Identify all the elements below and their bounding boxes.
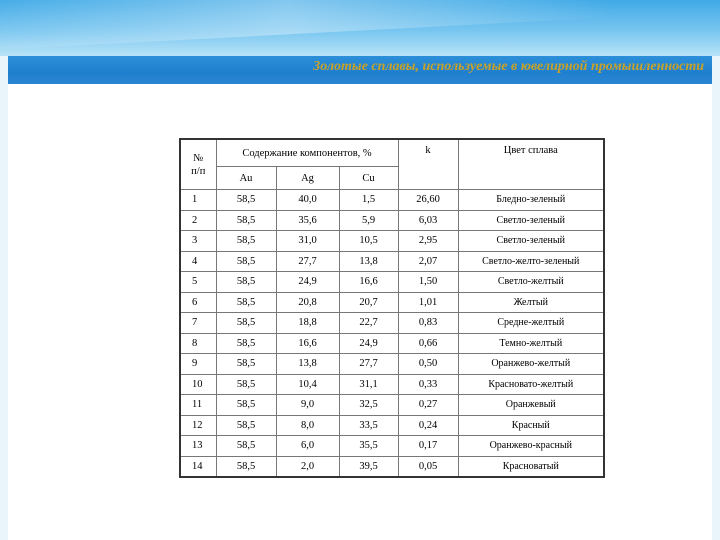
k-value: 0,50 bbox=[398, 354, 458, 375]
header-content: Содержание компонентов, % bbox=[216, 139, 398, 167]
header-number-symbol: № bbox=[193, 152, 204, 164]
table-row bbox=[180, 395, 604, 416]
table-row bbox=[180, 456, 604, 477]
header-shine bbox=[0, 0, 720, 51]
table-row bbox=[180, 333, 604, 354]
alloy-color: Светло-зеленый bbox=[458, 231, 604, 252]
table-row bbox=[180, 374, 604, 395]
header-au: Au bbox=[216, 167, 276, 190]
cu-value: 27,7 bbox=[339, 354, 398, 375]
cu-value: 33,5 bbox=[339, 415, 398, 436]
k-value: 0,33 bbox=[398, 374, 458, 395]
row-number: 8 bbox=[180, 333, 216, 354]
au-value: 58,5 bbox=[216, 415, 276, 436]
title-bar bbox=[8, 56, 712, 85]
ag-value: 9,0 bbox=[276, 395, 339, 416]
k-value: 2,07 bbox=[398, 251, 458, 272]
k-value: 0,05 bbox=[398, 456, 458, 477]
row-number: 5 bbox=[180, 272, 216, 293]
ag-value: 40,0 bbox=[276, 190, 339, 211]
ag-value: 27,7 bbox=[276, 251, 339, 272]
k-value: 0,27 bbox=[398, 395, 458, 416]
cu-value: 31,1 bbox=[339, 374, 398, 395]
table-row bbox=[180, 231, 604, 252]
row-number: 3 bbox=[180, 231, 216, 252]
table-row bbox=[180, 272, 604, 293]
table-row bbox=[180, 354, 604, 375]
alloy-color: Красноватый bbox=[458, 456, 604, 477]
alloy-color: Оранжевый bbox=[458, 395, 604, 416]
header-ag: Ag bbox=[276, 167, 339, 190]
au-value: 58,5 bbox=[216, 272, 276, 293]
au-value: 58,5 bbox=[216, 456, 276, 477]
left-margin bbox=[0, 56, 8, 540]
alloy-color: Светло-желтый bbox=[458, 272, 604, 293]
au-value: 58,5 bbox=[216, 190, 276, 211]
cu-value: 39,5 bbox=[339, 456, 398, 477]
table-row bbox=[180, 292, 604, 313]
k-value: 0,24 bbox=[398, 415, 458, 436]
row-number: 9 bbox=[180, 354, 216, 375]
au-value: 58,5 bbox=[216, 395, 276, 416]
right-margin bbox=[712, 56, 720, 540]
ag-value: 31,0 bbox=[276, 231, 339, 252]
au-value: 58,5 bbox=[216, 210, 276, 231]
k-value: 6,03 bbox=[398, 210, 458, 231]
au-value: 58,5 bbox=[216, 354, 276, 375]
ag-value: 24,9 bbox=[276, 272, 339, 293]
row-number: 2 bbox=[180, 210, 216, 231]
row-number: 11 bbox=[180, 395, 216, 416]
au-value: 58,5 bbox=[216, 292, 276, 313]
cu-value: 22,7 bbox=[339, 313, 398, 334]
row-number: 4 bbox=[180, 251, 216, 272]
cu-value: 32,5 bbox=[339, 395, 398, 416]
ag-value: 20,8 bbox=[276, 292, 339, 313]
row-number: 10 bbox=[180, 374, 216, 395]
ag-value: 10,4 bbox=[276, 374, 339, 395]
table-row bbox=[180, 190, 604, 211]
au-value: 58,5 bbox=[216, 436, 276, 457]
header-number-abbr: п/п bbox=[191, 165, 206, 177]
ag-value: 6,0 bbox=[276, 436, 339, 457]
table-body bbox=[180, 190, 604, 478]
header-color: Цвет сплава bbox=[458, 139, 604, 190]
row-number: 1 bbox=[180, 190, 216, 211]
table-row bbox=[180, 436, 604, 457]
row-number: 7 bbox=[180, 313, 216, 334]
header-k: k bbox=[398, 139, 458, 190]
slide-title: Золотые сплавы, используемые в ювелирной промышленности bbox=[313, 59, 704, 74]
k-value: 0,17 bbox=[398, 436, 458, 457]
cu-value: 13,8 bbox=[339, 251, 398, 272]
table-row bbox=[180, 313, 604, 334]
au-value: 58,5 bbox=[216, 374, 276, 395]
alloy-color: Светло-зеленый bbox=[458, 210, 604, 231]
table-row bbox=[180, 251, 604, 272]
alloy-color: Светло-желто-зеленый bbox=[458, 251, 604, 272]
ag-value: 2,0 bbox=[276, 456, 339, 477]
k-value: 26,60 bbox=[398, 190, 458, 211]
ag-value: 13,8 bbox=[276, 354, 339, 375]
table-row bbox=[180, 415, 604, 436]
alloy-color: Красновато-желтый bbox=[458, 374, 604, 395]
cu-value: 10,5 bbox=[339, 231, 398, 252]
cu-value: 16,6 bbox=[339, 272, 398, 293]
ag-value: 16,6 bbox=[276, 333, 339, 354]
au-value: 58,5 bbox=[216, 231, 276, 252]
header-background bbox=[0, 0, 720, 56]
ag-value: 8,0 bbox=[276, 415, 339, 436]
au-value: 58,5 bbox=[216, 251, 276, 272]
k-value: 0,66 bbox=[398, 333, 458, 354]
alloy-color: Оранжево-желтый bbox=[458, 354, 604, 375]
au-value: 58,5 bbox=[216, 313, 276, 334]
alloy-color: Оранжево-красный bbox=[458, 436, 604, 457]
header-number bbox=[180, 139, 216, 190]
row-number: 12 bbox=[180, 415, 216, 436]
k-value: 1,01 bbox=[398, 292, 458, 313]
alloy-color: Темно-желтый bbox=[458, 333, 604, 354]
k-value: 2,95 bbox=[398, 231, 458, 252]
header-cu: Cu bbox=[339, 167, 398, 190]
row-number: 6 bbox=[180, 292, 216, 313]
alloy-color: Красный bbox=[458, 415, 604, 436]
alloy-table bbox=[179, 138, 605, 478]
cu-value: 5,9 bbox=[339, 210, 398, 231]
row-number: 14 bbox=[180, 456, 216, 477]
row-number: 13 bbox=[180, 436, 216, 457]
cu-value: 24,9 bbox=[339, 333, 398, 354]
ag-value: 35,6 bbox=[276, 210, 339, 231]
k-value: 1,50 bbox=[398, 272, 458, 293]
table-row bbox=[180, 210, 604, 231]
ag-value: 18,8 bbox=[276, 313, 339, 334]
alloy-color: Бледно-зеленый bbox=[458, 190, 604, 211]
au-value: 58,5 bbox=[216, 333, 276, 354]
cu-value: 20,7 bbox=[339, 292, 398, 313]
cu-value: 35,5 bbox=[339, 436, 398, 457]
cu-value: 1,5 bbox=[339, 190, 398, 211]
alloy-color: Желтый bbox=[458, 292, 604, 313]
alloy-color: Средне-желтый bbox=[458, 313, 604, 334]
k-value: 0,83 bbox=[398, 313, 458, 334]
